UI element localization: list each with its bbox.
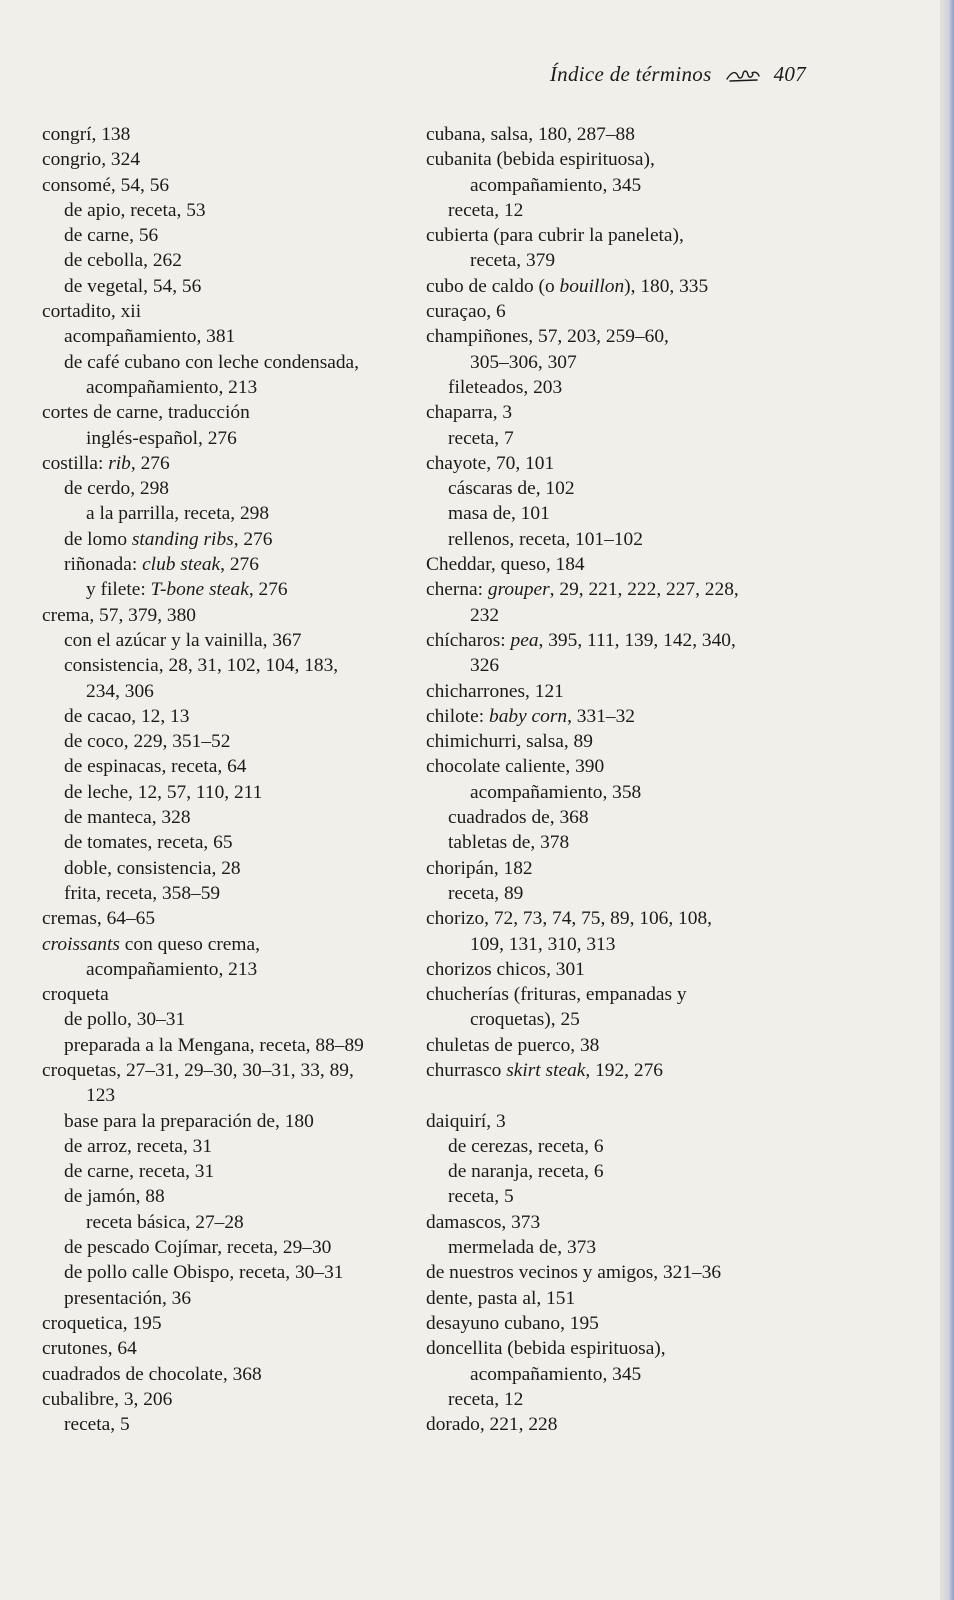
index-subentry bbox=[426, 527, 739, 552]
entry-text: y filete: bbox=[86, 579, 151, 601]
index-subentry bbox=[42, 274, 364, 299]
index-entry bbox=[42, 147, 364, 172]
entry-text: 326 bbox=[470, 655, 500, 677]
entry-text: cubo de caldo (o bbox=[426, 275, 560, 297]
index-subentry bbox=[426, 350, 739, 375]
entry-text: chimichurri, salsa, 89 bbox=[426, 731, 593, 753]
entry-text: de cerdo, 298 bbox=[64, 478, 169, 500]
entry-text: de carne, receta, 31 bbox=[64, 1161, 215, 1183]
entry-text: chocolate caliente, 390 bbox=[426, 756, 605, 778]
entry-text: chaparra, 3 bbox=[426, 402, 513, 424]
entry-text: croquetas), 25 bbox=[470, 1009, 580, 1031]
entry-text-italic: standing ribs bbox=[131, 528, 234, 550]
index-subentry bbox=[42, 350, 364, 375]
index-entry bbox=[42, 299, 364, 324]
index-subentry bbox=[426, 1134, 739, 1159]
entry-text: , 331–32 bbox=[567, 705, 635, 727]
index-entry bbox=[426, 274, 739, 299]
entry-text: de cerezas, receta, 6 bbox=[448, 1135, 604, 1157]
entry-text: cáscaras de, 102 bbox=[448, 478, 575, 500]
index-subentry bbox=[42, 628, 364, 653]
index-column-right bbox=[426, 122, 739, 1437]
index-entry bbox=[42, 451, 364, 476]
entry-text: receta, 89 bbox=[448, 882, 524, 904]
index-entry bbox=[426, 1260, 739, 1285]
index-entry bbox=[426, 679, 739, 704]
entry-text: cubalibre, 3, 206 bbox=[42, 1388, 173, 1410]
entry-text: de coco, 229, 351–52 bbox=[64, 731, 231, 753]
index-entry bbox=[426, 1336, 739, 1361]
index-subentry bbox=[42, 679, 364, 704]
entry-text: cremas, 64–65 bbox=[42, 908, 156, 930]
entry-text-italic: grouper bbox=[487, 579, 550, 601]
entry-text: acompañamiento, 213 bbox=[86, 376, 258, 398]
index-subentry bbox=[42, 1007, 364, 1032]
index-subentry bbox=[42, 830, 364, 855]
entry-text: doncellita (bebida espirituosa), bbox=[426, 1338, 666, 1360]
entry-text-italic: croissants bbox=[42, 933, 120, 955]
entry-text: de apio, receta, 53 bbox=[64, 199, 206, 221]
entry-text: de cacao, 12, 13 bbox=[64, 705, 190, 727]
entry-text: frita, receta, 358–59 bbox=[64, 882, 221, 904]
index-entry bbox=[42, 603, 364, 628]
index-subentry bbox=[42, 198, 364, 223]
index-subentry bbox=[42, 881, 364, 906]
entry-text: dente, pasta al, 151 bbox=[426, 1287, 576, 1309]
index-entry bbox=[426, 577, 739, 602]
entry-text: , 276 bbox=[248, 579, 288, 601]
entry-text: acompañamiento, 358 bbox=[470, 781, 642, 803]
index-subentry bbox=[42, 1184, 364, 1209]
index-subentry bbox=[42, 957, 364, 982]
index-subentry bbox=[42, 248, 364, 273]
entry-text-italic: rib bbox=[108, 452, 131, 474]
entry-text: de leche, 12, 57, 110, 211 bbox=[64, 781, 263, 803]
index-subentry bbox=[42, 476, 364, 501]
entry-text: damascos, 373 bbox=[426, 1211, 541, 1233]
entry-text: receta, 5 bbox=[448, 1186, 514, 1208]
index-subentry bbox=[426, 932, 739, 957]
index-entry bbox=[426, 754, 739, 779]
entry-text: mermelada de, 373 bbox=[448, 1237, 597, 1259]
entry-text: a la parrilla, receta, 298 bbox=[86, 503, 270, 525]
entry-text: de tomates, receta, 65 bbox=[64, 832, 233, 854]
index-subentry bbox=[42, 1286, 364, 1311]
entry-text: 234, 306 bbox=[86, 680, 154, 702]
entry-text: de vegetal, 54, 56 bbox=[64, 275, 202, 297]
index-subentry bbox=[42, 1260, 364, 1285]
entry-text: de carne, 56 bbox=[64, 225, 159, 247]
index-subentry bbox=[426, 1387, 739, 1412]
entry-text: chicharrones, 121 bbox=[426, 680, 564, 702]
entry-text-italic: T-bone steak bbox=[150, 579, 249, 601]
entry-text: receta, 379 bbox=[470, 250, 556, 272]
index-entry bbox=[42, 122, 364, 147]
index-entry bbox=[42, 982, 364, 1007]
index-subentry bbox=[42, 1109, 364, 1134]
entry-text: croquetica, 195 bbox=[42, 1312, 162, 1334]
index-entry bbox=[426, 1210, 739, 1235]
index-entry bbox=[426, 122, 739, 147]
index-subentry bbox=[426, 881, 739, 906]
index-entry bbox=[42, 906, 364, 931]
index-entry bbox=[426, 147, 739, 172]
index-subentry bbox=[42, 805, 364, 830]
entry-text: cherna: bbox=[426, 579, 488, 601]
entry-text: 123 bbox=[86, 1085, 116, 1107]
entry-text: acompañamiento, 345 bbox=[470, 1363, 642, 1385]
entry-text: cubana, salsa, 180, 287–88 bbox=[426, 124, 635, 145]
entry-text: crutones, 64 bbox=[42, 1338, 137, 1360]
index-subentry bbox=[42, 577, 364, 602]
index-subentry bbox=[42, 754, 364, 779]
entry-text-italic: baby corn bbox=[489, 705, 568, 727]
index-entry bbox=[426, 1311, 739, 1336]
entry-text: de lomo bbox=[64, 528, 132, 550]
entry-text: receta, 5 bbox=[64, 1414, 130, 1436]
entry-text: ), 180, 335 bbox=[624, 275, 709, 297]
index-subentry bbox=[426, 805, 739, 830]
entry-text: cortes de carne, traducción bbox=[42, 402, 250, 424]
index-entry bbox=[426, 324, 739, 349]
index-entry bbox=[426, 1058, 739, 1083]
entry-text: chícharos: bbox=[426, 629, 511, 651]
index-entry bbox=[426, 451, 739, 476]
index-column-left bbox=[42, 122, 364, 1437]
entry-text: receta básica, 27–28 bbox=[86, 1211, 244, 1233]
entry-text: , 395, 111, 139, 142, 340, bbox=[538, 629, 736, 651]
entry-text: receta, 12 bbox=[448, 1388, 524, 1410]
index-subentry bbox=[426, 501, 739, 526]
entry-text: acompañamiento, 213 bbox=[86, 958, 258, 980]
entry-text: de café cubano con leche condensada, bbox=[64, 351, 360, 373]
running-header bbox=[550, 62, 806, 87]
entry-text: acompañamiento, 381 bbox=[64, 326, 236, 348]
index-subentry bbox=[42, 1033, 364, 1058]
entry-text: de pescado Cojímar, receta, 29–30 bbox=[64, 1237, 332, 1259]
index-subentry bbox=[42, 501, 364, 526]
index-subentry bbox=[42, 552, 364, 577]
index-subentry bbox=[426, 375, 739, 400]
index-entry bbox=[42, 173, 364, 198]
index-entry bbox=[42, 1387, 364, 1412]
index-entry bbox=[426, 982, 739, 1007]
entry-text: , 276 bbox=[130, 452, 170, 474]
entry-text: base para la preparación de, 180 bbox=[64, 1110, 314, 1132]
index-subentry bbox=[426, 780, 739, 805]
entry-text: croquetas, 27–31, 29–30, 30–31, 33, 89, bbox=[42, 1059, 354, 1081]
index-entry bbox=[426, 1109, 739, 1134]
index-subentry bbox=[426, 173, 739, 198]
entry-text: congrio, 324 bbox=[42, 149, 141, 171]
index-entry bbox=[426, 552, 739, 577]
page-number: 407 bbox=[773, 62, 806, 86]
index-entry bbox=[426, 628, 739, 653]
entry-text: 305–306, 307 bbox=[470, 351, 577, 373]
entry-text: crema, 57, 379, 380 bbox=[42, 604, 197, 626]
index-subentry bbox=[426, 603, 739, 628]
index-subentry bbox=[42, 704, 364, 729]
entry-text: chilote: bbox=[426, 705, 490, 727]
entry-text: de manteca, 328 bbox=[64, 807, 191, 829]
index-entry bbox=[42, 1362, 364, 1387]
entry-text: de jamón, 88 bbox=[64, 1186, 165, 1208]
index-subentry bbox=[426, 1362, 739, 1387]
entry-text: de naranja, receta, 6 bbox=[448, 1161, 604, 1183]
index-subentry bbox=[426, 426, 739, 451]
entry-text: tabletas de, 378 bbox=[448, 832, 570, 854]
entry-text: costilla: bbox=[42, 452, 109, 474]
index-subentry bbox=[426, 1007, 739, 1032]
entry-text: 232 bbox=[470, 604, 500, 626]
entry-text: de espinacas, receta, 64 bbox=[64, 756, 247, 778]
entry-text: de nuestros vecinos y amigos, 321–36 bbox=[426, 1262, 722, 1284]
index-subentry bbox=[42, 1412, 364, 1437]
index-entry bbox=[42, 400, 364, 425]
index-subentry bbox=[426, 248, 739, 273]
entry-text: , 29, 221, 222, 227, 228, bbox=[549, 579, 739, 601]
index-entry bbox=[426, 223, 739, 248]
entry-text: masa de, 101 bbox=[448, 503, 550, 525]
index-entry bbox=[426, 1412, 739, 1437]
index-entry bbox=[426, 1033, 739, 1058]
entry-text: churrasco bbox=[426, 1059, 507, 1081]
entry-text: chorizos chicos, 301 bbox=[426, 958, 585, 980]
index-subentry bbox=[42, 1210, 364, 1235]
index-subentry bbox=[426, 653, 739, 678]
entry-text: chuletas de puerco, 38 bbox=[426, 1034, 600, 1056]
index-entry bbox=[426, 704, 739, 729]
index-subentry bbox=[426, 1159, 739, 1184]
entry-text: receta, 12 bbox=[448, 199, 524, 221]
entry-text: de pollo, 30–31 bbox=[64, 1009, 186, 1031]
page-edge bbox=[940, 0, 954, 1600]
entry-text: cuadrados de chocolate, 368 bbox=[42, 1363, 262, 1385]
index-subentry bbox=[426, 198, 739, 223]
entry-text: preparada a la Mengana, receta, 88–89 bbox=[64, 1034, 364, 1056]
index-subentry bbox=[42, 780, 364, 805]
entry-text: choripán, 182 bbox=[426, 857, 533, 879]
index-subentry bbox=[42, 223, 364, 248]
index-entry bbox=[426, 906, 739, 931]
index-subentry bbox=[42, 1134, 364, 1159]
entry-text: chayote, 70, 101 bbox=[426, 452, 555, 474]
entry-text: congrí, 138 bbox=[42, 124, 131, 145]
entry-text: de pollo calle Obispo, receta, 30–31 bbox=[64, 1262, 344, 1284]
entry-text: , 192, 276 bbox=[585, 1059, 663, 1081]
entry-text: cubanita (bebida espirituosa), bbox=[426, 149, 655, 171]
entry-text: consomé, 54, 56 bbox=[42, 174, 170, 196]
index-entry bbox=[426, 1286, 739, 1311]
entry-text: , 276 bbox=[233, 528, 273, 550]
index-subentry bbox=[42, 324, 364, 349]
entry-text: de arroz, receta, 31 bbox=[64, 1135, 213, 1157]
entry-text: croqueta bbox=[42, 984, 109, 1006]
index-entry bbox=[426, 856, 739, 881]
index-subentry bbox=[426, 1184, 739, 1209]
entry-text: presentación, 36 bbox=[64, 1287, 192, 1309]
entry-text: rellenos, receta, 101–102 bbox=[448, 528, 643, 550]
index-subentry bbox=[426, 476, 739, 501]
index-entry bbox=[426, 400, 739, 425]
index-subentry bbox=[42, 856, 364, 881]
entry-text-italic: club steak bbox=[142, 554, 221, 576]
index-entry bbox=[42, 1311, 364, 1336]
entry-text: Cheddar, queso, 184 bbox=[426, 554, 585, 576]
decorative-flourish-icon bbox=[726, 67, 760, 83]
entry-text: desayuno cubano, 195 bbox=[426, 1312, 599, 1334]
index-subentry bbox=[42, 1159, 364, 1184]
index-subentry bbox=[426, 830, 739, 855]
index-subentry bbox=[42, 1083, 364, 1108]
index-entry bbox=[42, 1058, 364, 1083]
header-title: Índice de términos bbox=[549, 62, 712, 86]
index-entry bbox=[42, 932, 364, 957]
entry-text: 109, 131, 310, 313 bbox=[470, 933, 616, 955]
index-subentry bbox=[42, 426, 364, 451]
entry-text-italic: bouillon bbox=[559, 275, 625, 297]
entry-text: receta, 7 bbox=[448, 427, 514, 449]
entry-text: inglés-español, 276 bbox=[86, 427, 237, 449]
entry-text: consistencia, 28, 31, 102, 104, 183, bbox=[64, 655, 339, 677]
entry-text: cortadito, xii bbox=[42, 301, 142, 323]
entry-text: chucherías (frituras, empanadas y bbox=[426, 984, 687, 1006]
index-subentry bbox=[426, 1235, 739, 1260]
entry-text: daiquirí, 3 bbox=[426, 1110, 506, 1132]
entry-text-italic: pea bbox=[510, 629, 539, 651]
index-subentry bbox=[42, 1235, 364, 1260]
section-gap bbox=[426, 1083, 739, 1108]
entry-text: dorado, 221, 228 bbox=[426, 1414, 558, 1436]
entry-text: , 276 bbox=[220, 554, 259, 576]
entry-text: con queso crema, bbox=[119, 933, 260, 955]
index-entry bbox=[426, 957, 739, 982]
entry-text-italic: skirt steak bbox=[506, 1059, 586, 1081]
entry-text: doble, consistencia, 28 bbox=[64, 857, 241, 879]
index-entry bbox=[426, 729, 739, 754]
entry-text: cuadrados de, 368 bbox=[448, 807, 589, 829]
entry-text: fileteados, 203 bbox=[448, 376, 563, 398]
index-entry bbox=[42, 1336, 364, 1361]
entry-text: curaçao, 6 bbox=[426, 301, 506, 323]
entry-text: riñonada: bbox=[64, 554, 143, 576]
entry-text: de cebolla, 262 bbox=[64, 250, 182, 272]
entry-text: chorizo, 72, 73, 74, 75, 89, 106, 108, bbox=[426, 908, 712, 930]
index-subentry bbox=[42, 375, 364, 400]
index-entry bbox=[426, 299, 739, 324]
entry-text: acompañamiento, 345 bbox=[470, 174, 642, 196]
entry-text: champiñones, 57, 203, 259–60, bbox=[426, 326, 669, 348]
index-subentry bbox=[42, 729, 364, 754]
index-subentry bbox=[42, 653, 364, 678]
index-subentry bbox=[42, 527, 364, 552]
entry-text: cubierta (para cubrir la paneleta), bbox=[426, 225, 684, 247]
entry-text: con el azúcar y la vainilla, 367 bbox=[64, 629, 302, 651]
